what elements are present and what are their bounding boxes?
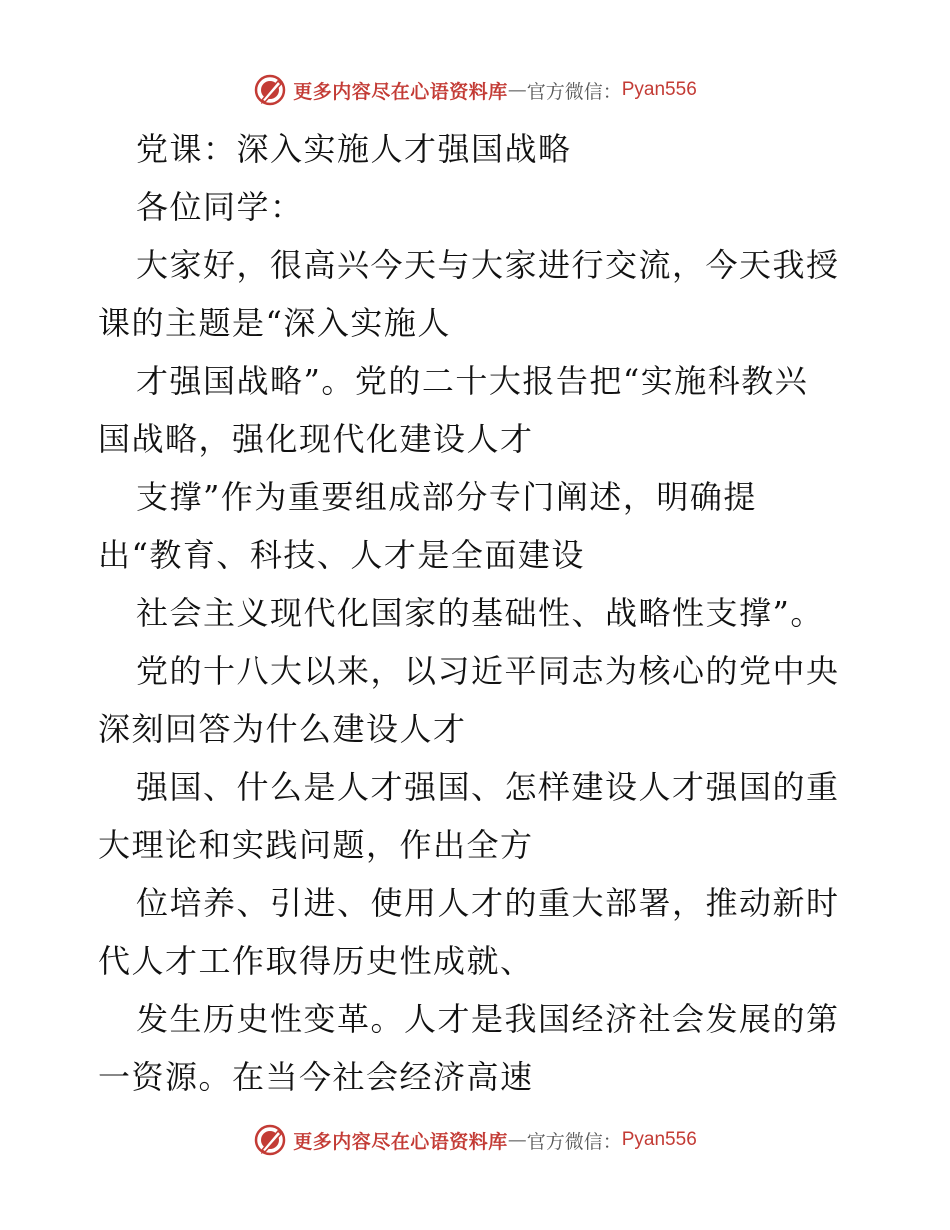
text-line: 课的主题是“深入实施人 (98, 304, 451, 342)
pen-circle-logo-icon (253, 1123, 287, 1157)
text-line: 一资源。在当今社会经济高速 (98, 1058, 534, 1096)
text-line: 党课：深入实施人才强国战略 (136, 130, 572, 168)
text-line: 大家好，很高兴今天与大家进行交流，今天我授 (136, 246, 840, 284)
header-banner (0, 70, 950, 110)
text-line: 大理论和实践问题，作出全方 (98, 826, 534, 864)
banner-contact-id: Pyan556 (621, 79, 697, 100)
text-line: 党的十八大以来，以习近平同志为核心的党中央 (136, 652, 840, 690)
text-line: 代人才工作取得历史性成就、 (98, 942, 534, 980)
text-line: 出“教育、科技、人才是全面建设 (98, 536, 585, 574)
banner-promo-text: 更多内容尽在心语资料库 (293, 80, 508, 103)
banner-contact-label: 官方微信： (526, 80, 622, 103)
text-line: 发生历史性变革。人才是我国经济社会发展的第 (136, 1000, 840, 1038)
pen-circle-logo-icon (253, 73, 287, 107)
banner-separator: — (507, 1129, 527, 1151)
banner-contact-id: Pyan556 (621, 1129, 697, 1150)
text-line: 社会主义现代化国家的基础性、战略性支撑”。 (136, 594, 824, 632)
text-line: 各位同学： (136, 188, 304, 226)
footer-banner (0, 1120, 950, 1160)
banner-contact-label: 官方微信： (526, 1130, 622, 1153)
text-line: 国战略，强化现代化建设人才 (98, 420, 534, 458)
text-line: 位培养、引进、使用人才的重大部署，推动新时 (136, 884, 840, 922)
banner-promo-text: 更多内容尽在心语资料库 (293, 1130, 508, 1153)
text-line: 强国、什么是人才强国、怎样建设人才强国的重 (136, 768, 840, 806)
text-line: 支撑”作为重要组成部分专门阐述，明确提 (136, 478, 757, 516)
text-line: 深刻回答为什么建设人才 (98, 710, 467, 748)
document-body (98, 120, 878, 1106)
text-line: 才强国战略”。党的二十大报告把“实施科教兴 (136, 362, 809, 400)
banner-separator: — (507, 79, 527, 101)
